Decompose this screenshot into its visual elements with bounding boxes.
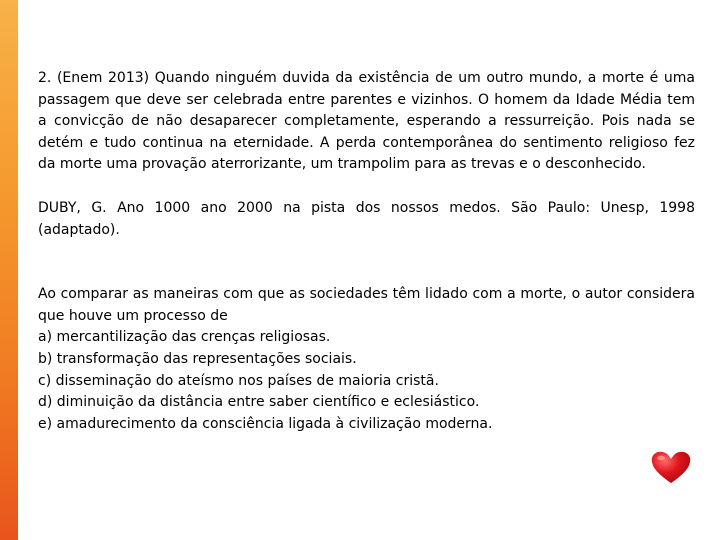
option-a: a) mercantilização das crenças religiosas. bbox=[38, 329, 331, 346]
source-citation: DUBY, G. Ano 1000 ano 2000 na pista dos nossos medos. São Paulo: Unesp, 1998 (adaptado). bbox=[38, 199, 695, 238]
question-text: Ao comparar as maneiras com que as sociedades têm lidado com a morte, o autor considera que houve um processo de bbox=[38, 286, 695, 324]
option-e: e) amadurecimento da consciência ligada à civilização moderna. bbox=[38, 415, 493, 432]
passage-text: 2. (Enem 2013) Quando ninguém duvida da existência de um outro mundo, a morte é uma passagem que deve ser celebrada entre parentes e vizinhos. O homem da Idade Média tem a convicção de não desaparecer completamente, esperando a ressurreição. Pois nada se detém e tudo continua na eternidade. A perda contemporânea do sentimento religioso fez da morte uma provação aterrorizante, um trampolim para as trevas e o desconhecido. bbox=[38, 70, 695, 173]
slide-content bbox=[38, 68, 695, 435]
answer-options bbox=[38, 327, 695, 435]
heart-icon bbox=[650, 450, 692, 486]
accent-bar bbox=[0, 0, 18, 540]
option-b: b) transformação das representações sociais. bbox=[38, 350, 357, 367]
option-c: c) disseminação do ateísmo nos países de maioria cristã. bbox=[38, 372, 439, 389]
option-d: d) diminuição da distância entre saber científico e eclesiástico. bbox=[38, 394, 480, 411]
